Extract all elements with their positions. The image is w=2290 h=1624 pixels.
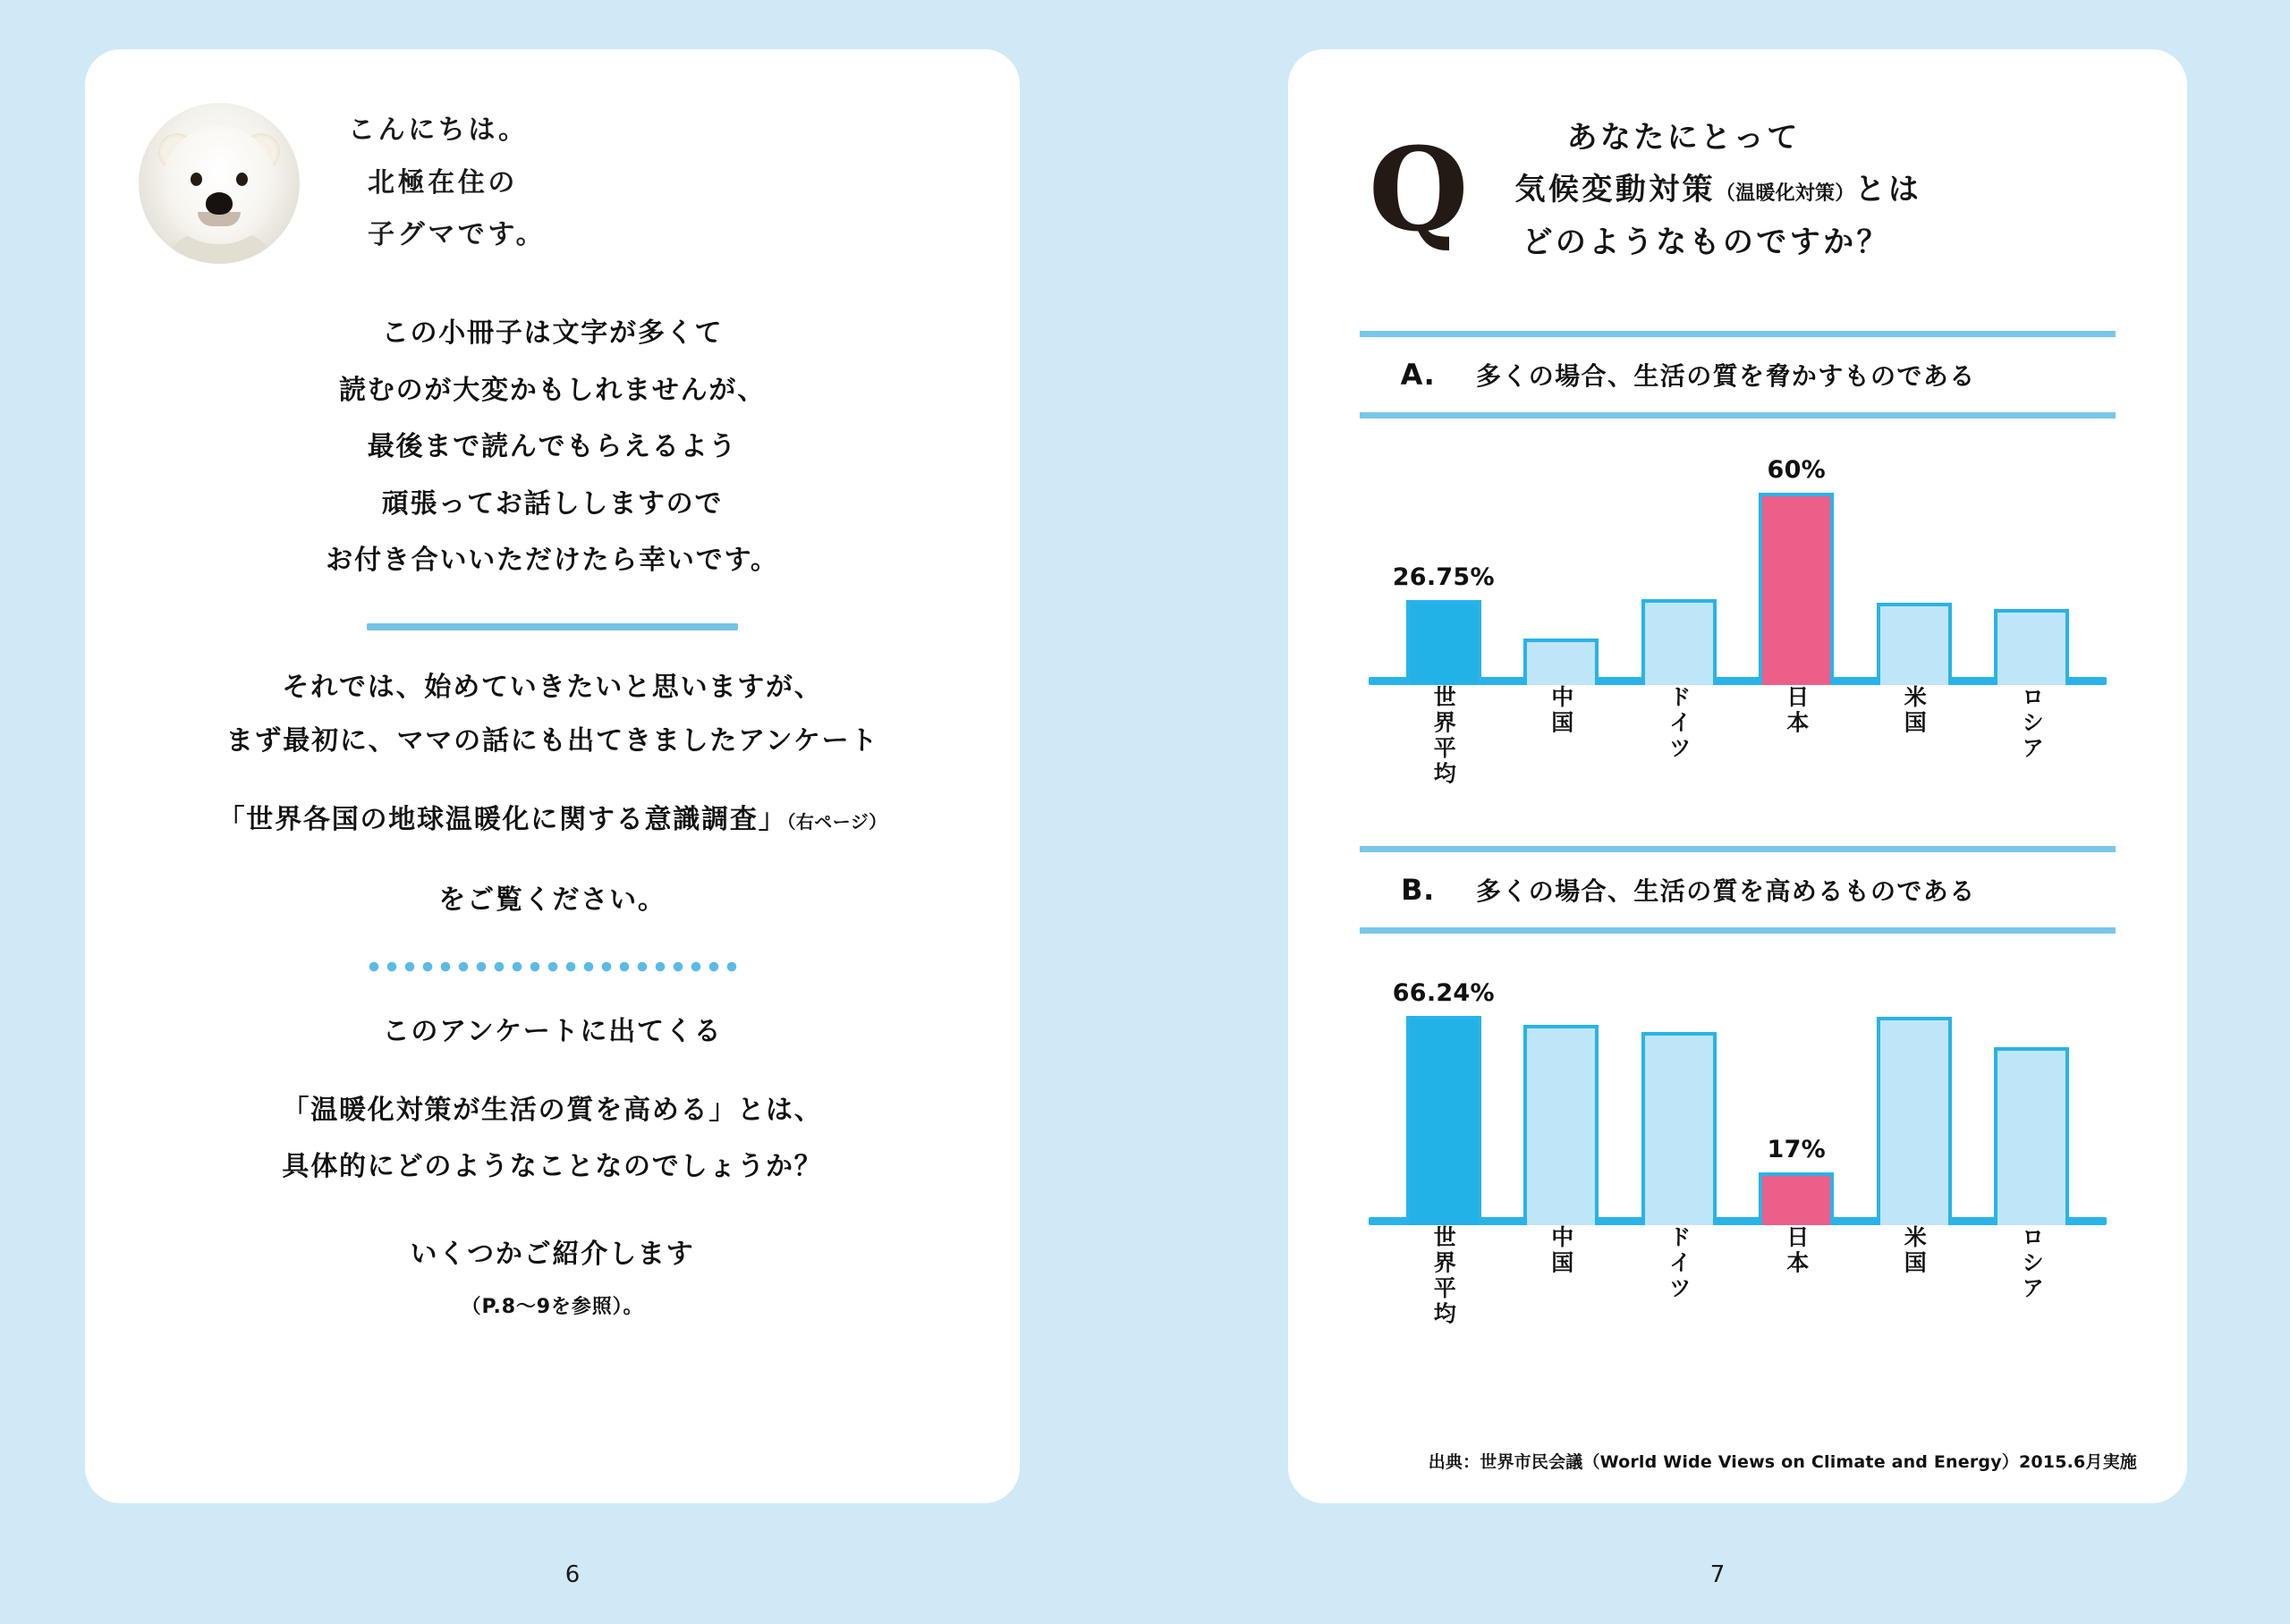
chart-a-cat-col-0 <box>1385 685 1503 819</box>
chart-b-cat-col-1 <box>1503 1225 1621 1359</box>
chart-b-categories <box>1369 1225 2107 1359</box>
right-page-inner <box>1288 49 2187 1503</box>
greeting-line-1: こんにちは。 <box>348 114 529 147</box>
chart-a-cat-col-1 <box>1503 685 1621 819</box>
greeting-block <box>348 105 546 262</box>
greeting-line-3: 子グマです。 <box>368 219 547 251</box>
survey-title: 「世界各国の地球温暖化に関する意識調査」 <box>217 803 787 835</box>
paragraph-2-line-1: それでは、始めていきたいと思いますが、 <box>282 671 823 703</box>
chart-b-bar-4 <box>1877 1017 1952 1226</box>
section-a-text: 多くの場合、生活の質を脅かすものである <box>1476 361 1976 392</box>
paragraph-3-line-1: このアンケートに出てくる <box>382 1016 723 1048</box>
chart-b-bar-3 <box>1759 1136 1834 1225</box>
chart-a <box>1369 456 2107 819</box>
chart-b-col-5 <box>1973 984 2091 1225</box>
paragraph-1-line-5: お付き合いいただけたら幸いです。 <box>326 545 779 577</box>
bear-nose-icon <box>206 192 233 215</box>
section-b-text: 多くの場合、生活の質を高めるものである <box>1476 876 1976 907</box>
chart-a-bar-5 <box>1994 609 2069 685</box>
right-page <box>1288 49 2187 1503</box>
question-line-2-tail: とは <box>1854 172 1922 208</box>
section-b-header <box>1360 846 2116 934</box>
chart-a-col-1 <box>1503 461 1621 685</box>
paragraph-1-line-2: 読むのが大変かもしれませんが、 <box>339 374 766 406</box>
chart-a-col-0 <box>1385 461 1503 685</box>
chart-b-cat-col-0 <box>1385 1225 1503 1359</box>
closing-line: いくつかご紹介します <box>410 1238 695 1270</box>
paragraph-intro <box>85 305 1020 589</box>
chart-a-col-4 <box>1855 461 1973 685</box>
source-citation: 出典：世界市民会議（World Wide Views on Climate and Energy）2015.6月実施 <box>1428 1452 2137 1472</box>
chart-b-col-0 <box>1385 978 1503 1225</box>
paragraph-2-line-2: まず最初に、ママの話にも出てきましたアンケート <box>225 724 879 757</box>
survey-title-note: （右ページ） <box>786 810 887 833</box>
chart-b-value-0: 66.24% <box>1392 978 1495 1007</box>
question-line-3: どのようなものですか？ <box>1522 224 1890 260</box>
chart-a-cat-col-3 <box>1738 685 1856 819</box>
chart-b-col-3 <box>1738 984 1856 1225</box>
question-header <box>1342 112 2133 268</box>
chart-a-cat-col-4 <box>1855 685 1973 819</box>
bear-eye-right-icon <box>236 173 248 186</box>
paragraph-3-line-3: 具体的にどのようなことなのでしょうか？ <box>282 1151 823 1183</box>
chart-a-bar-4 <box>1877 603 1952 686</box>
right-page-wrapper <box>1145 0 2290 1624</box>
bear-head-shape <box>162 126 276 244</box>
question-line-2 <box>1515 164 1922 216</box>
chart-a-cat-1: 中国 <box>1548 685 1574 737</box>
chart-a-bar-1 <box>1523 639 1599 686</box>
chart-a-cat-0: 世界平均 <box>1430 685 1457 788</box>
chart-a-cat-4: 米国 <box>1901 685 1928 737</box>
question-text-block <box>1515 112 1922 268</box>
intro-row <box>85 49 1020 264</box>
closing-note: （P.8〜9を参照）。 <box>461 1295 644 1318</box>
chart-a-col-5 <box>1973 461 2091 685</box>
section-b-letter: B. <box>1401 873 1435 908</box>
chart-b-value-3: 17% <box>1767 1136 1826 1164</box>
chart-b-col-2 <box>1620 984 1738 1225</box>
page-number-right: 7 <box>1709 1561 1726 1588</box>
section-a-header <box>1360 331 2116 419</box>
chart-b-cat-col-5 <box>1973 1225 2091 1359</box>
survey-title-row <box>85 791 1020 849</box>
chart-a-col-3 <box>1738 456 1856 685</box>
question-line-2-subnote: （温暖化対策） <box>1715 182 1855 206</box>
paragraph-transition <box>85 661 1020 768</box>
chart-a-bar-3 <box>1759 456 1834 685</box>
chart-b-cat-col-2 <box>1620 1225 1738 1359</box>
paragraph-question <box>85 1003 1020 1196</box>
greeting-line-2: 北極在住の <box>368 166 518 199</box>
paragraph-1-line-1: この小冊子は文字が多くて <box>381 317 724 349</box>
see-line: をご覧ください。 <box>438 884 666 916</box>
chart-a-value-3: 60% <box>1767 456 1826 485</box>
chart-b-cat-0: 世界平均 <box>1430 1225 1457 1328</box>
question-line-1: あなたにとって <box>1566 120 1801 156</box>
section-a-letter: A. <box>1400 358 1436 393</box>
chart-b-cat-5: ロシア <box>2018 1225 2045 1302</box>
solid-divider <box>367 623 738 630</box>
paragraph-spacer <box>85 1061 1020 1082</box>
paragraph-1-line-4: 頑張ってお話ししますので <box>381 487 724 520</box>
chart-a-value-0: 26.75% <box>1392 563 1495 592</box>
chart-a-bar-0 <box>1392 563 1495 685</box>
bear-eye-left-icon <box>191 173 202 186</box>
chart-b-cat-2: ドイツ <box>1666 1225 1692 1302</box>
chart-b-bar-5 <box>1994 1047 2069 1226</box>
dotted-divider <box>365 960 741 973</box>
chart-a-bar-2 <box>1641 599 1717 685</box>
chart-b-cat-col-4 <box>1855 1225 1973 1359</box>
chart-b-cat-3: 日本 <box>1783 1225 1810 1277</box>
polar-bear-cub-photo <box>139 103 300 264</box>
chart-a-cat-5: ロシア <box>2018 685 2045 762</box>
chart-b-cat-col-3 <box>1738 1225 1856 1359</box>
chart-b-cat-1: 中国 <box>1548 1225 1574 1277</box>
paragraph-1-line-3: 最後まで読んでもらえるよう <box>367 431 738 463</box>
left-page <box>85 49 1020 1503</box>
question-mark-glyph: Q <box>1369 123 1469 258</box>
paragraph-3-line-2: 「温暖化対策が生活の質を高める」とは、 <box>282 1094 823 1126</box>
chart-b-cat-4: 米国 <box>1901 1225 1928 1277</box>
chart-a-plot <box>1369 456 2107 685</box>
chart-a-col-2 <box>1620 461 1738 685</box>
chart-b-bar-2 <box>1641 1032 1717 1225</box>
chart-a-cat-2: ドイツ <box>1666 685 1692 762</box>
chart-a-categories <box>1369 685 2107 819</box>
chart-a-cat-col-5 <box>1973 685 2091 819</box>
chart-b <box>1369 978 2107 1359</box>
page-number-left: 6 <box>564 1561 581 1588</box>
chart-b-col-4 <box>1855 984 1973 1225</box>
chart-a-cat-3: 日本 <box>1783 685 1810 737</box>
chart-b-bar-0 <box>1392 978 1495 1226</box>
chart-a-cat-col-2 <box>1620 685 1738 819</box>
question-line-2-main: 気候変動対策 <box>1514 172 1716 208</box>
chart-b-col-1 <box>1503 984 1621 1225</box>
chart-b-bar-1 <box>1523 1025 1599 1225</box>
chart-b-plot <box>1369 978 2107 1225</box>
